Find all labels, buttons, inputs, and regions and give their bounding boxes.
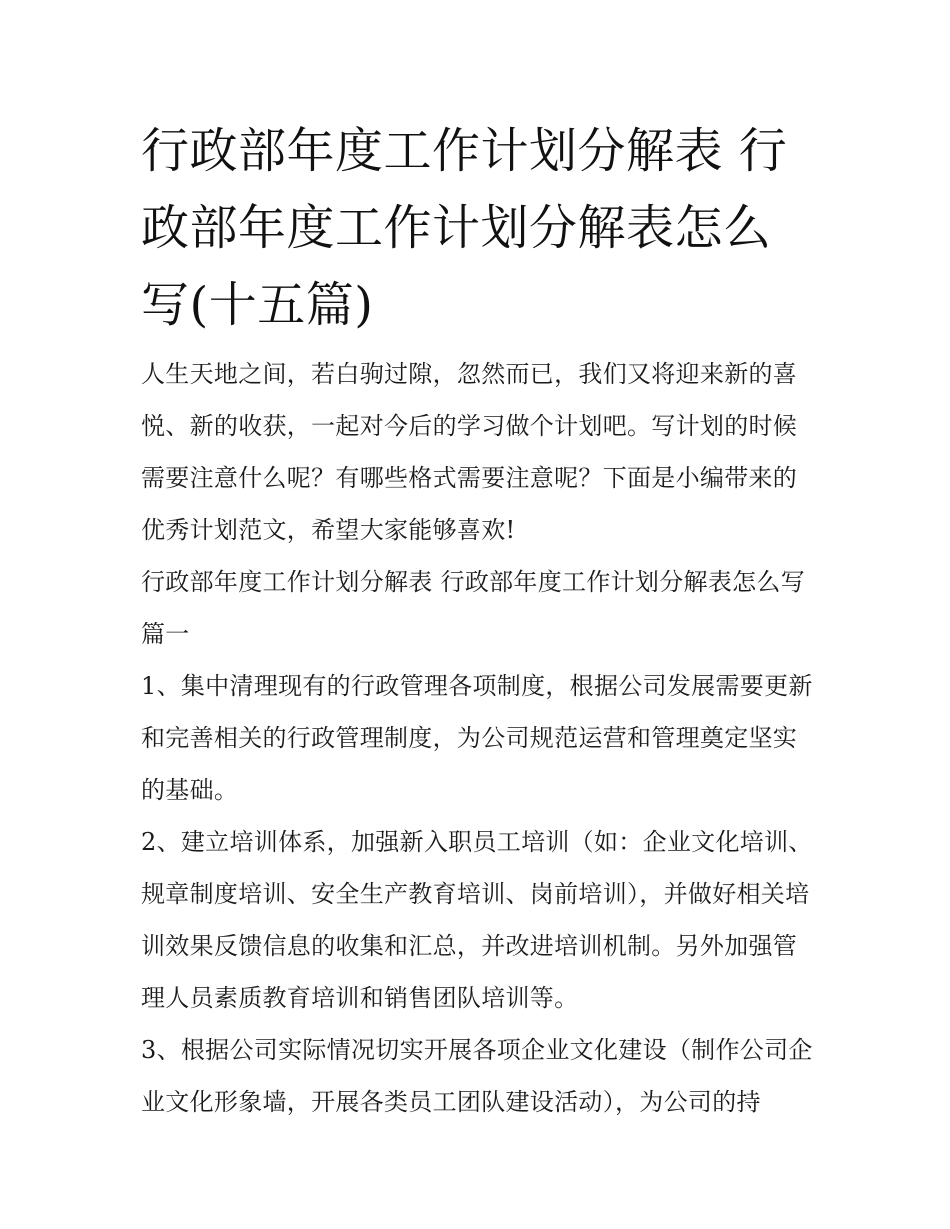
plan-item-1: 1、集中清理现有的行政管理各项制度，根据公司发展需要更新和完善相关的行政管理制度，为公司规范运营和管理奠定坚实的基础。 — [141, 672, 813, 804]
intro-paragraph: 人生天地之间，若白驹过隙，忽然而已，我们又将迎来新的喜悦、新的收获，一起对今后的学习做个计划吧。写计划的时候需要注意什么呢？有哪些格式需要注意呢？下面是小编带来的优秀计划范文，希望大家能够喜欢! — [141, 360, 798, 544]
plan-item-2: 2、建立培训体系，加强新入职员工培训（如：企业文化培训、规章制度培训、安全生产教育培训、岗前培训），并做好相关培训效果反馈信息的收集和汇总，并改进培训机制。另外加强管理人员素质教育培训和销售团队培训等。 — [141, 828, 813, 1012]
section-heading: 行政部年度工作计划分解表 行政部年度工作计划分解表怎么写篇一 — [141, 568, 806, 648]
plan-item-3: 3、根据公司实际情况切实开展各项企业文化建设（制作公司企业文化形象墙，开展各类员工团队建设活动），为公司的持 — [141, 1036, 813, 1116]
document-title: 行政部年度工作计划分解表 行政部年度工作计划分解表怎么写(十五篇) — [141, 123, 788, 333]
document-body — [141, 113, 813, 1128]
